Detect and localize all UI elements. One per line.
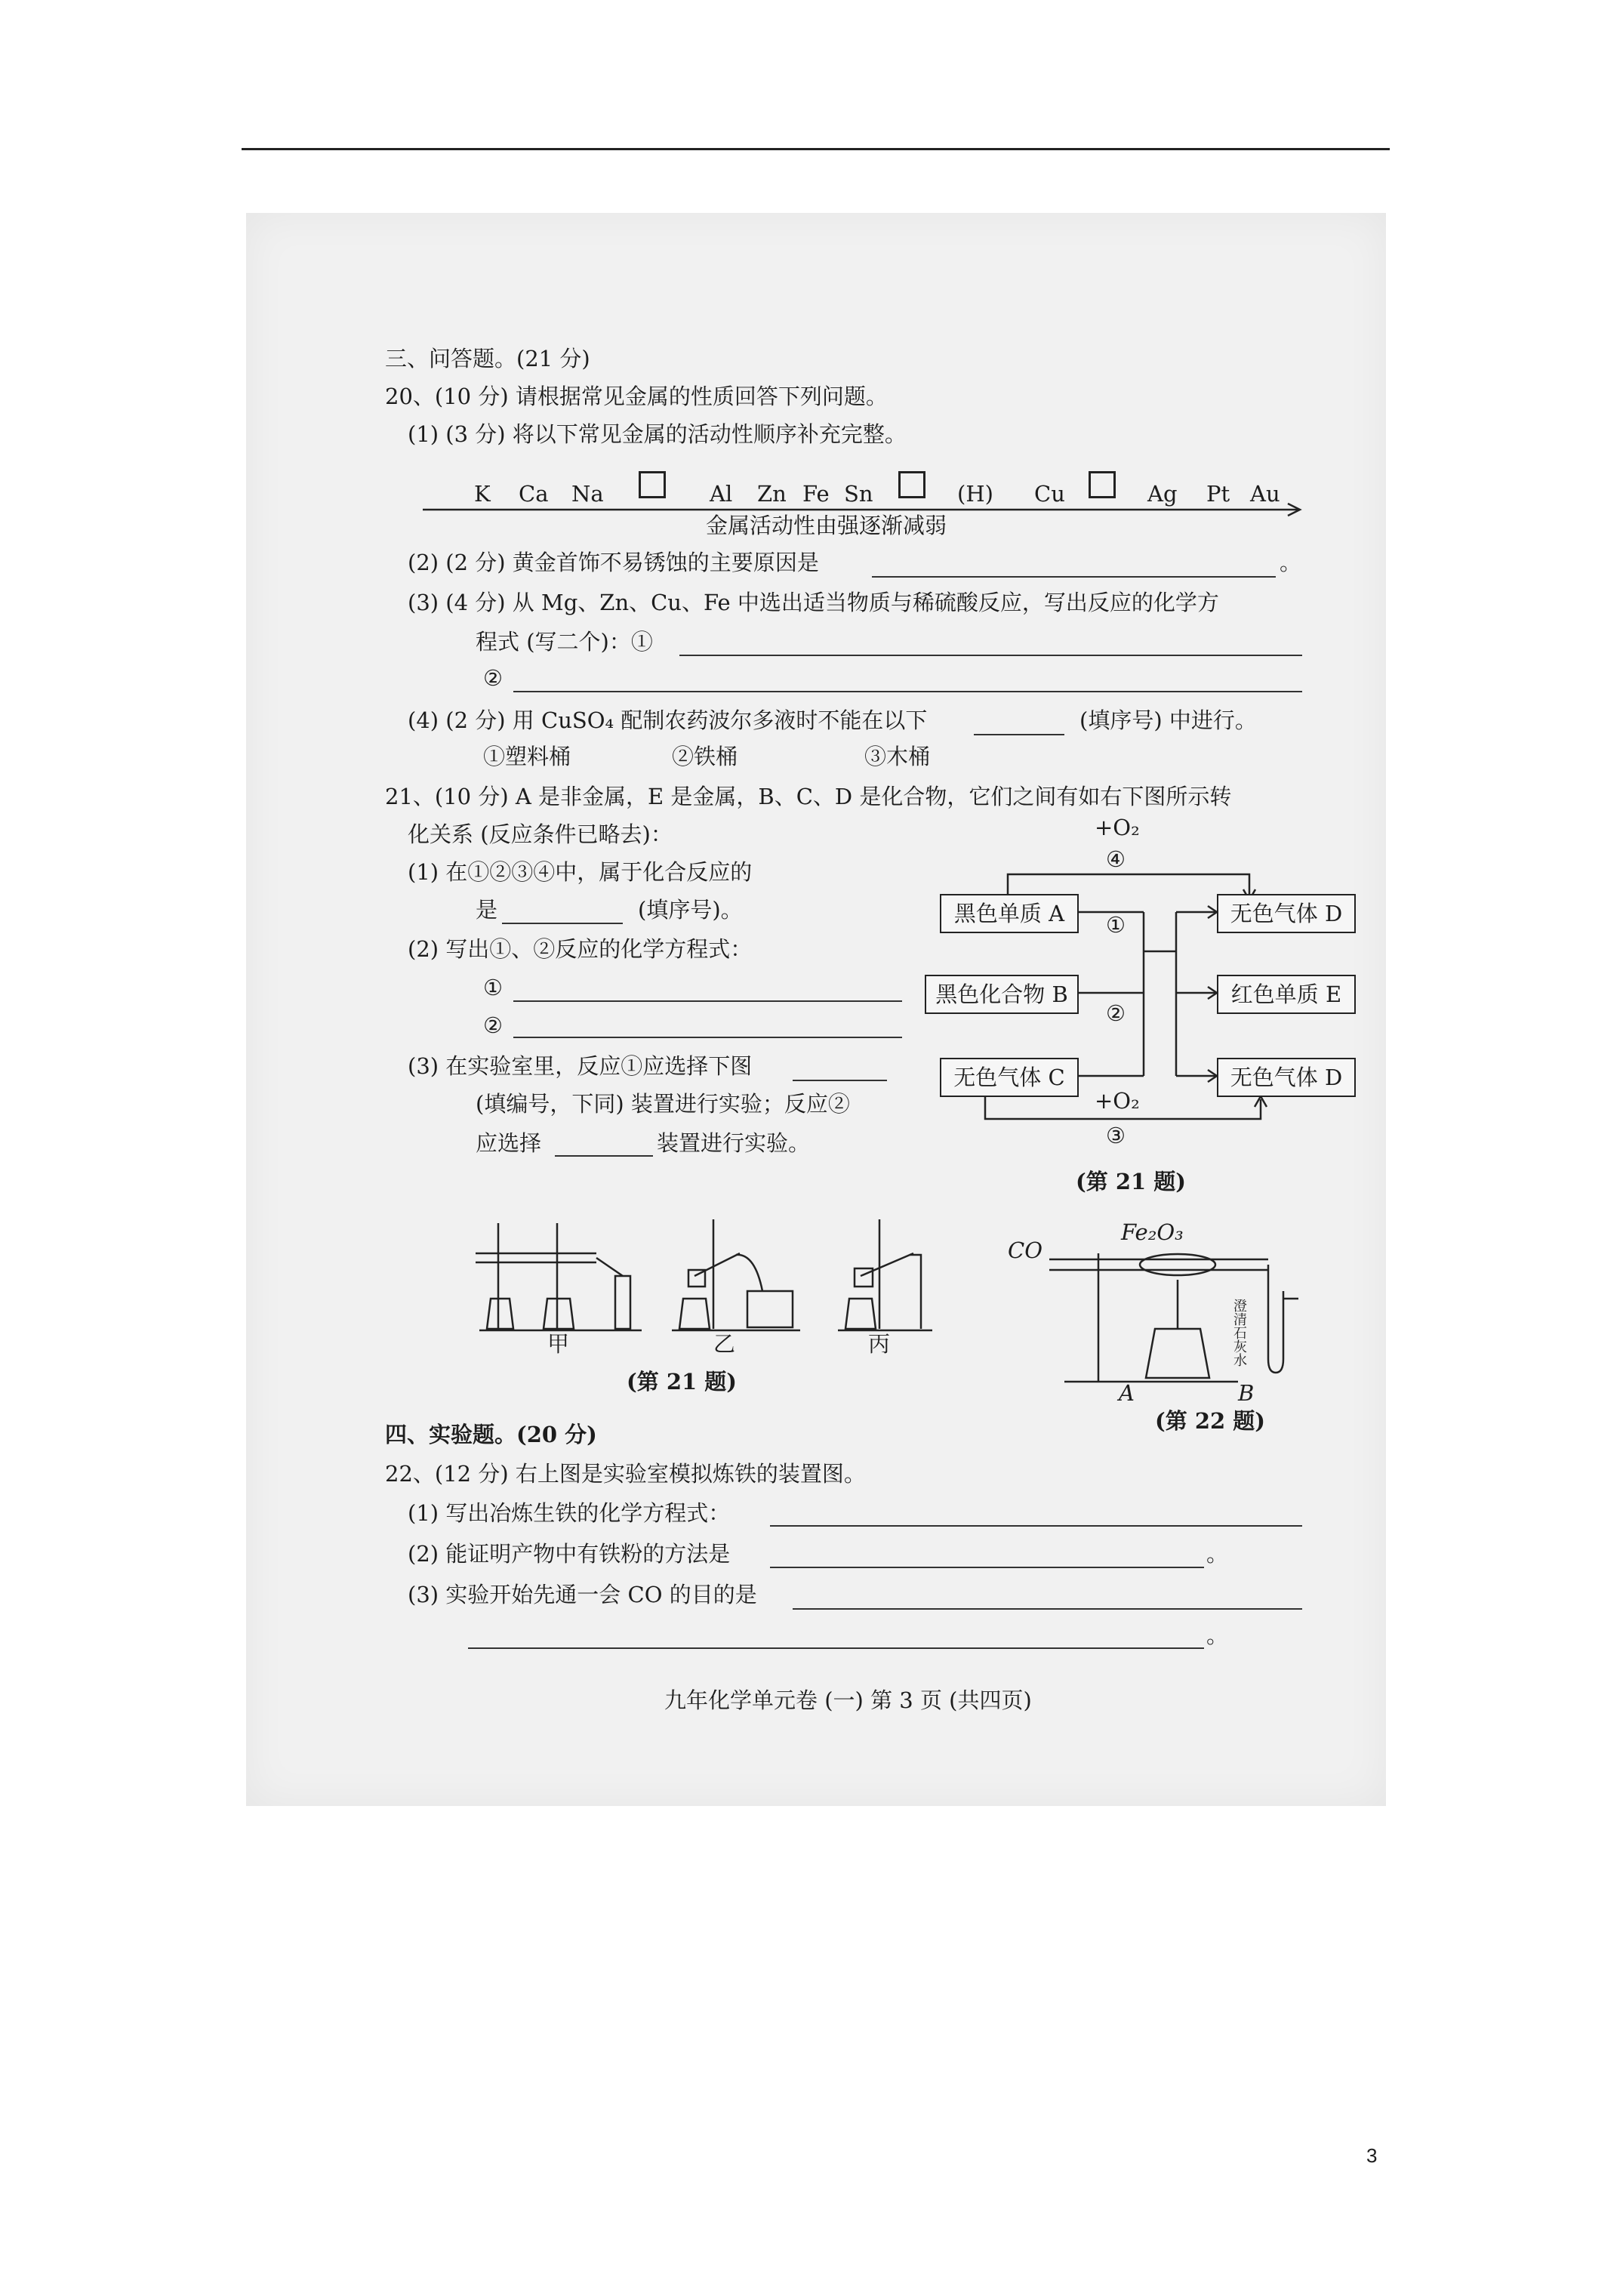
answer-box-3[interactable]	[1089, 471, 1116, 498]
apparatus-label-bing: 丙	[868, 1331, 891, 1357]
q21-part1-blank[interactable]	[502, 923, 623, 924]
q22-figure-caption: (第 22 题)	[1155, 1408, 1265, 1434]
q20-part4-blank[interactable]	[974, 734, 1064, 735]
option-plastic-bucket: ①塑料桶	[483, 744, 571, 769]
figure-label-b: B	[1238, 1380, 1255, 1406]
q21-stem-line2: 化关系 (反应条件已略去)：	[408, 821, 673, 847]
metal-sn: Sn	[844, 481, 873, 507]
q22-stem: 22、(12 分) 右上图是实验室模拟炼铁的装置图。	[385, 1461, 866, 1487]
q20-part3-blank-2[interactable]	[513, 691, 1302, 692]
flow-top-o2: +O₂	[1095, 815, 1140, 840]
metal-al: Al	[710, 481, 733, 507]
q22-part1: (1) 写出冶炼生铁的化学方程式：	[408, 1500, 731, 1526]
flow-bottom-o2: +O₂	[1095, 1088, 1140, 1114]
q20-part3-line1: (3) (4 分) 从 Mg、Zn、Cu、Fe 中选出适当物质与稀硫酸反应，写出反应的化学方	[408, 590, 1219, 615]
metal-na: Na	[571, 481, 604, 507]
metal-ca: Ca	[519, 481, 549, 507]
q21-part3-line2: (填编号，下同) 装置进行实验；反应②	[476, 1091, 850, 1117]
q22-part3: (3) 实验开始先通一会 CO 的目的是	[408, 1582, 757, 1607]
section-3-heading: 三、问答题。(21 分)	[385, 346, 590, 371]
q21-part2-a: ①	[483, 975, 503, 1000]
option-iron-bucket: ②铁桶	[672, 744, 738, 769]
q22-part1-blank[interactable]	[770, 1525, 1302, 1527]
q20-part2: (2) (2 分) 黄金首饰不易锈蚀的主要原因是	[408, 550, 819, 575]
q22-part3-blank-2[interactable]	[468, 1647, 1204, 1649]
option-wood-bucket: ③木桶	[864, 744, 931, 769]
q22-part2: (2) 能证明产物中有铁粉的方法是	[408, 1541, 731, 1567]
metal-zn: Zn	[757, 481, 787, 507]
flow-label-3: ③	[1106, 1123, 1126, 1148]
flow-box-colorless-gas-d-bottom: 无色气体 D	[1217, 1058, 1356, 1097]
q21-part3-blank-1[interactable]	[793, 1080, 887, 1081]
q20-stem: 20、(10 分) 请根据常见金属的性质回答下列问题。	[385, 384, 888, 409]
q20-part2-end: 。	[1280, 550, 1302, 575]
flow-label-1: ①	[1106, 912, 1126, 938]
q21-part2-blank-1[interactable]	[513, 1000, 902, 1002]
apparatus-drawings	[468, 1208, 936, 1336]
q20-part4: (4) (2 分) 用 CuSO₄ 配制农药波尔多液时不能在以下	[408, 707, 928, 733]
q21-stem-line1: 21、(10 分) A 是非金属，E 是金属，B、C、D 是化合物，它们之间有如右下图所示转	[385, 784, 1232, 809]
page-number: 3	[1366, 2144, 1378, 2167]
section-4-heading: 四、实验题。(20 分)	[385, 1422, 597, 1447]
metal-au: Au	[1250, 481, 1280, 507]
figure-fe2o3-label: Fe₂O₃	[1121, 1219, 1184, 1245]
q22-part3-end: 。	[1206, 1623, 1229, 1648]
q21-part1-line1: (1) 在①②③④中，属于化合反应的	[408, 859, 753, 885]
q21-part2-b: ②	[483, 1012, 503, 1038]
q21-part3-line3b: 装置进行实验。	[657, 1130, 811, 1156]
page-footer: 九年化学单元卷 (一) 第 3 页 (共四页)	[664, 1687, 1032, 1713]
metal-cu: Cu	[1034, 481, 1065, 507]
apparatus-caption: (第 21 题)	[627, 1369, 737, 1395]
q21-part3-line1: (3) 在实验室里，反应①应选择下图	[408, 1053, 753, 1079]
q20-part3-line3: ②	[483, 665, 503, 691]
flow-box-colorless-gas-c: 无色气体 C	[940, 1058, 1079, 1097]
q22-part2-end: 。	[1206, 1541, 1229, 1567]
flow-box-black-element-a: 黑色单质 A	[940, 894, 1079, 933]
metal-pt: Pt	[1206, 481, 1230, 507]
q20-part2-blank[interactable]	[872, 576, 1276, 578]
metal-fe: Fe	[802, 481, 830, 507]
apparatus-label-yi: 乙	[713, 1331, 736, 1357]
apparatus-label-jia: 甲	[547, 1331, 570, 1357]
metal-ag: Ag	[1147, 481, 1178, 507]
q21-part1-end: (填序号)。	[638, 897, 743, 923]
figure-co-label: CO	[1008, 1237, 1042, 1263]
figure-label-a: A	[1119, 1380, 1135, 1406]
series-caption: 金属活动性由强逐渐减弱	[706, 513, 947, 538]
q20-part3-blank-1[interactable]	[679, 655, 1302, 656]
flow-box-black-compound-b: 黑色化合物 B	[925, 975, 1079, 1014]
figure-limewater-label: 澄清石灰水	[1231, 1299, 1247, 1367]
answer-box-2[interactable]	[898, 471, 925, 498]
header-rule	[242, 148, 1390, 150]
q20-part3-line2: 程式 (写二个)：①	[476, 629, 653, 655]
flow-box-colorless-gas-d-top: 无色气体 D	[1217, 894, 1356, 933]
q21-part2-line1: (2) 写出①、②反应的化学方程式：	[408, 936, 753, 962]
flow-label-2: ②	[1106, 1000, 1126, 1026]
iron-smelting-apparatus	[1049, 1246, 1306, 1389]
q21-part3-line3a: 应选择	[476, 1130, 542, 1156]
flow-caption: (第 21 题)	[1076, 1169, 1186, 1194]
q22-part2-blank[interactable]	[770, 1567, 1204, 1568]
q20-part1: (1) (3 分) 将以下常见金属的活动性顺序补充完整。	[408, 421, 907, 447]
metal-h: (H)	[957, 481, 993, 507]
q22-part3-blank-1[interactable]	[793, 1608, 1302, 1610]
q20-part4-end: (填序号) 中进行。	[1079, 707, 1257, 733]
q21-part2-blank-2[interactable]	[513, 1037, 902, 1038]
q21-part1-line2: 是	[476, 897, 498, 923]
flow-label-4: ④	[1106, 846, 1126, 872]
flow-box-red-element-e: 红色单质 E	[1217, 975, 1356, 1014]
answer-box-1[interactable]	[639, 471, 666, 498]
metal-k: K	[474, 481, 491, 507]
q21-part3-blank-2[interactable]	[555, 1155, 653, 1157]
